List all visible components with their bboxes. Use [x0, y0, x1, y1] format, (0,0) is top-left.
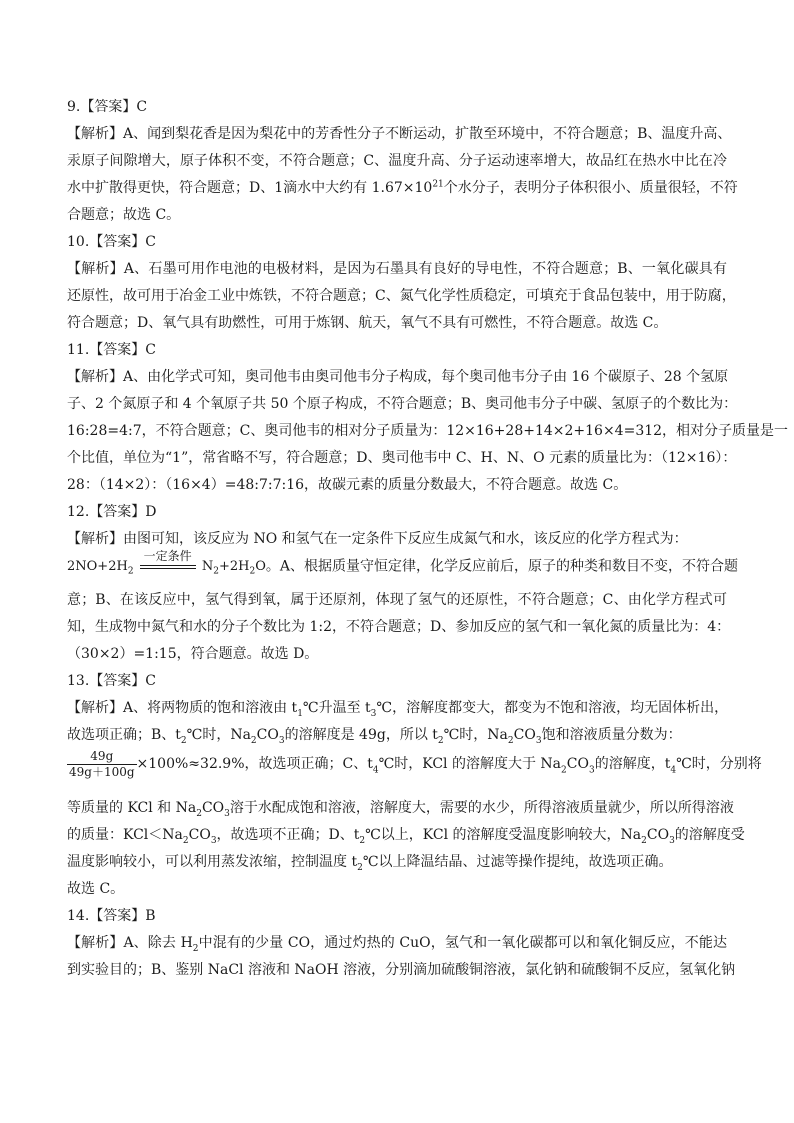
fraction-numerator: 49g [67, 749, 137, 765]
q12-answer-heading: 12.【答案】D [67, 504, 157, 520]
subscript: 4 [372, 765, 379, 776]
q13-text: CO [646, 827, 670, 843]
q10-analysis-line-2: 还原性，故可用于冶金工业中炼铁，不符合题意；C、氮气化学性质稳定，可填充于食品包装中，用于防腐， [67, 288, 736, 304]
q9-analysis-line-3 [67, 175, 738, 202]
q13-analysis-line-6 [67, 849, 727, 876]
q14-analysis-line-1 [67, 930, 727, 957]
q13-text: ℃以上，KCl 的溶解度受温度影响较大，Na [365, 827, 642, 843]
subscript: 2 [507, 735, 514, 746]
q9-analysis-line-2: 汞原子间隙增大，原子体积不变，不符合题意；C、温度升高、分子运动速率增大，故品红在热水中比在冷 [67, 153, 727, 169]
q13-text: ，故选项正确；C、t [244, 756, 373, 772]
q11-analysis-line-1: 【解析】A、由化学式可知，奥司他韦由奥司他韦分子构成，每个奥司他韦分子由 16 个碳原子、28 个氢原 [67, 369, 729, 385]
subscript: 2 [561, 765, 567, 776]
equation-product: N [201, 559, 214, 574]
q13-text: CO [188, 827, 211, 843]
equation-product: +2H [218, 559, 250, 574]
q12-analysis-line-4: 知，生成物中氮气和水的分子个数比为 1:2，不符合题意；D、参加反应的氢气和一氧化氮的质量比为：4： [67, 619, 731, 635]
q13-answer-heading: 13.【答案】C [67, 673, 156, 689]
equation-subscript: 2 [249, 566, 256, 577]
subscript: 2 [437, 735, 444, 746]
q11-analysis-line-3: 16:28=4:7，不符合题意；C、奥司他韦的相对分子质量为：12×16+28+14×2+16×4=312，相对分子质量是一 [67, 423, 789, 439]
q13-text: 的溶解度是 49g，所以 t [284, 727, 438, 743]
subscript: 3 [370, 708, 377, 719]
q13-text: ℃时，Na [186, 727, 251, 743]
mass-fraction-formula [67, 749, 137, 780]
subscript: 2 [196, 808, 202, 819]
reaction-bar [140, 565, 196, 566]
subscript: 3 [210, 835, 217, 846]
q13-text: ℃升温至 t [302, 700, 371, 716]
chemical-equation [67, 548, 266, 580]
q14-analysis-line-2: 到实验目的；B、鉴别 NaCl 溶液和 NaOH 溶液，分别滴加硫酸铜溶液，氯化钠和硫酸铜不反应，氢氧化钠 [67, 962, 736, 978]
q12-analysis-line-1: 【解析】由图可知，该反应为 NO 和氢气在一定条件下反应生成氮气和水，该反应的化学方程式为： [67, 531, 688, 547]
q10-analysis-line-3: 符合题意；D、氧气具有助燃性，可用于炼钢、航天，氧气不具有可燃性，不符合题意。故选 C。 [67, 315, 668, 331]
subscript: 2 [359, 835, 366, 846]
q13-analysis-line-5 [67, 822, 745, 849]
q13-text: 等质量的 KCl 和 Na [67, 800, 197, 816]
subscript: 2 [250, 735, 257, 746]
equation-reactants: 2NO+2H [67, 559, 128, 574]
q13-text: ，故选项不正确；D、t [216, 827, 360, 843]
subscript: 2 [357, 862, 363, 873]
reaction-bar [140, 568, 196, 569]
q9-analysis-line-4: 合题意；故选 C。 [67, 207, 181, 223]
q9-exponent: 21 [432, 179, 444, 190]
q11-analysis-line-2: 子、2 个氮原子和 4 个氧原子共 50 个原子构成，不符合题意；B、奥司他韦分子中碳、氢原子的个数比为： [67, 396, 738, 412]
subscript: 4 [670, 765, 677, 776]
q13-text: CO [566, 756, 589, 772]
q13-text: ℃时，分别将 [676, 756, 762, 772]
subscript: 3 [535, 735, 542, 746]
equation-subscript: 2 [127, 566, 134, 577]
q13-analysis-line-2 [67, 722, 727, 749]
q13-text: ℃，溶解度都变大，都变为不饱和溶液，均无固体析出， [376, 700, 729, 716]
subscript: 3 [669, 835, 675, 846]
subscript: 2 [180, 735, 187, 746]
q11-analysis-line-4: 个比值，单位为“1”，常省略不写，符合题意；D、奥司他韦中 C、H、N、O 元素的质量比为：（12×16）： [67, 450, 737, 466]
q12-equation-line [67, 548, 738, 587]
q11-answer-heading: 11.【答案】C [67, 342, 156, 358]
fraction-result: ×100%≈32.9% [136, 756, 245, 772]
q13-text: 故选项正确；B、t [67, 727, 181, 743]
q13-text: CO [201, 800, 225, 816]
q13-text: 饱和溶液质量分数为： [541, 727, 682, 743]
q13-text: ℃时，Na [443, 727, 508, 743]
q10-answer-heading: 10.【答案】C [67, 234, 156, 250]
fraction-denominator: 49g＋100g [69, 765, 135, 779]
q9-answer-heading: 9.【答案】C [67, 99, 148, 115]
q13-text: CO [513, 727, 536, 743]
q13-text: 的溶解度受 [674, 827, 745, 843]
q9-text: 水中扩散得更快，符合题意；D、1滴水中大约有 1.67×10 [67, 180, 433, 196]
reaction-condition: 一定条件 [143, 548, 192, 563]
subscript: 2 [192, 943, 199, 954]
q14-text: 【解析】A、除去 H [67, 935, 193, 951]
subscript: 1 [297, 708, 303, 719]
equation-product: O [255, 559, 266, 574]
subscript: 2 [641, 835, 647, 846]
q9-analysis-line-1: 【解析】A、闻到梨花香是因为梨花中的芳香性分子不断运动，扩散至环境中，不符合题意；B、温度升高、 [67, 126, 732, 142]
reaction-arrow [140, 548, 196, 576]
q13-text: ℃以上降温结晶、过滤等操作提纯，故选项正确。 [362, 854, 673, 870]
q13-text: 温度影响较小，可以利用蒸发浓缩，控制温度 t [67, 854, 358, 870]
q10-analysis-line-1: 【解析】A、石墨可用作电池的电极材料，是因为石墨具有良好的导电性，不符合题意；B、一氧化碳具有 [67, 261, 727, 277]
q13-text: ℃时，KCl 的溶解度大于 Na [378, 756, 562, 772]
q9-text: 个水分子，表明分子体积很小、质量很轻，不符 [443, 180, 738, 196]
q13-text: 溶于水配成饱和溶液，溶解度大，需要的水少，所得溶液质量就少，所以所得溶液 [229, 800, 734, 816]
answer-explanations [67, 94, 789, 984]
q12-analysis-line-3: 意；B、在该反应中，氢气得到氧，属于还原剂，体现了氢气的还原性，不符合题意；C、由化学方程式可 [67, 592, 727, 608]
q13-text: 的质量：KCl＜Na [67, 827, 183, 843]
subscript: 3 [224, 808, 230, 819]
subscript: 2 [182, 835, 189, 846]
q13-fraction-line [67, 749, 762, 795]
q13-analysis-line-1 [67, 695, 727, 722]
q13-analysis-line-4 [67, 795, 734, 822]
q11-analysis-line-5: 28：（14×2）：（16×4）=48:7:7:16，故碳元素的质量分数最大，不符合题意。故选 C。 [67, 477, 628, 493]
q14-text: 中混有的少量 CO，通过灼热的 CuO，氢气和一氧化碳都可以和氧化铜反应，不能达 [198, 935, 727, 951]
subscript: 3 [588, 765, 595, 776]
q12-text: 。A、根据质量守恒定律，化学反应前后，原子的种类和数目不变，不符合题 [265, 558, 738, 575]
q13-conclusion: 故选 C。 [67, 881, 125, 897]
subscript: 3 [278, 735, 285, 746]
q13-text: 的溶解度，t [594, 756, 671, 772]
q13-text: 【解析】A、将两物质的饱和溶液由 t [67, 700, 298, 716]
q12-analysis-line-5: （30×2）=1:15，符合题意。故选 D。 [67, 646, 319, 662]
equation-subscript: 2 [213, 566, 219, 577]
q13-text: CO [256, 727, 279, 743]
q14-answer-heading: 14.【答案】B [67, 908, 156, 924]
